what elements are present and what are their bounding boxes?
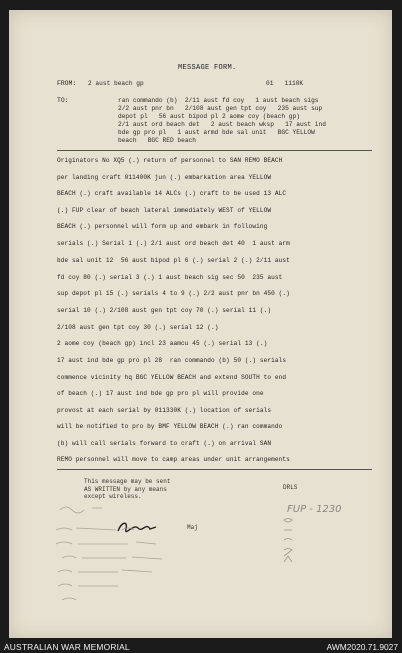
body-line: sup depot pl 15 (.) serials 4 to 9 (.) 2/2 aust pnr bn 450 (.) [57,290,290,297]
body-line: Originators No XQ5 (.) return of personnel to SAN REMO BEACH [57,157,283,164]
pencil-column-marks [280,516,300,566]
body-line: provost at each serial by 011330K (.) location of serials [57,407,272,414]
body-line: (b) will call serials forward to craft (.) on arrival SAN [57,440,272,447]
to-line: bde gp pro pl 1 aust armd bde sal unit BGC YELLOW [118,129,315,136]
form-title: MESSAGE FORM. [178,64,237,72]
body-line: REMO personnel will move to camp areas under unit arrangements [57,456,290,463]
body-line: commence vicinity hq BGC YELLOW BEACH and extend SOUTH to end [57,374,287,381]
body-line: 2 aome coy (beach gp) incl 23 aamcu 45 (.) serial 13 (.) [57,340,268,347]
to-line: 2/1 aust ord beach det 2 aust beach wksp 17 aust ind [118,121,326,128]
to-label: TO: [57,97,69,104]
transmission-note: This message may be sent AS WRITTEN by any means except wireless. [84,478,171,500]
accession-number: AWM2020.71.9027 [326,642,398,652]
body-line: BEACH (.) personnel will form up and embark in following [57,223,268,230]
body-line: of beach (.) 17 aust ind bde gp pro pl will provide one [57,390,264,397]
divider-top [57,150,372,151]
body-line: will be notified to pro by BMF YELLOW BEACH (.) ran commando [57,423,283,430]
institution-label: AUSTRALIAN WAR MEMORIAL [4,642,130,652]
body-line: serials (.) Serial 1 (.) 2/1 aust ord beach det 40 1 aust arm [57,240,290,247]
body-line: bde sal unit 12 56 aust bipod pl 6 (.) serial 2 (.) 2/11 aust [57,257,290,264]
body-line: (.) FUP clear of beach lateral immediately WEST of YELLOW [57,207,272,214]
from-value: 2 aust beach gp [88,80,144,87]
body-line: BEACH (.) craft available 14 ALCs (.) craft to be used 13 ALC [57,190,287,197]
to-line: beach BGC RED beach [118,137,196,144]
handwritten-fup-note: FUP - 1230 [287,504,342,515]
from-time: 01 1110K [266,80,304,87]
to-line: 2/2 aust pnr bn 2/108 aust gen tpt coy 235 aust sup [118,105,323,112]
divider-bottom [57,469,372,470]
to-line: depot pl 56 aust bipod pl 2 aome coy (beach gp) [118,113,300,120]
dris-label: DRLS [283,484,298,491]
body-line: 17 aust ind bde gp pro pl 28 ran commando (b) 50 (.) serials [57,357,287,364]
body-line: serial 10 (.) 2/108 aust gen tpt coy 70 (.) serial 11 (.) [57,307,272,314]
body-line: per landing craft 011400K jun (.) embarkation area YELLOW [57,174,272,181]
rank-label: Maj [187,524,198,531]
to-line: ran commando (b) 2/11 aust fd coy 1 aust beach sigs [118,97,319,104]
body-line: fd coy 80 (.) serial 3 (.) 1 aust beach sig sec 50 235 aust [57,274,283,281]
body-line: 2/108 aust gen tpt coy 30 (.) serial 12 (.) [57,324,219,331]
from-label: FROM: [57,80,77,87]
pencil-annotations [52,500,222,610]
